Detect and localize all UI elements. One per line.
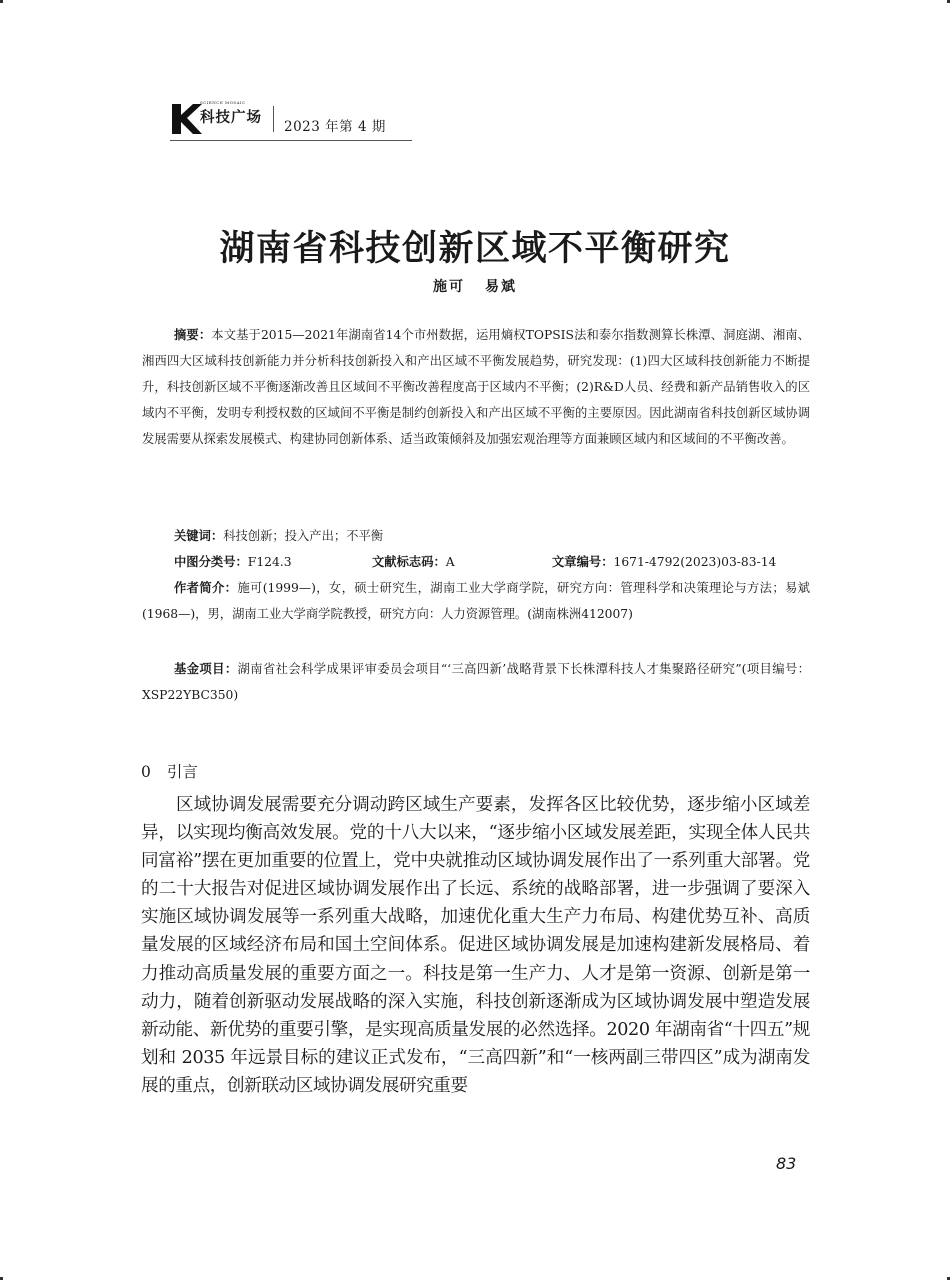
author-bio-text: 施可(1999—)，女，硕士研究生，湖南工业大学商学院，研究方向：管理科学和决策理论与方法；易斌(1968—)，男，湖南工业大学商学院教授，研究方向：人力资源管理。(湖南株洲412007)	[142, 581, 810, 621]
crop-mark-top-left	[0, 0, 3, 3]
paper-title: 湖南省科技创新区域不平衡研究	[219, 228, 731, 269]
keywords-text: 科技创新；投入产出；不平衡	[223, 529, 384, 543]
clc-code	[174, 549, 372, 575]
journal-logo-subtitle: SCIENCE MOSAIC	[200, 100, 246, 105]
page-number: 83	[776, 1154, 797, 1173]
journal-header	[170, 100, 412, 141]
author-bio	[142, 575, 810, 627]
doc-label: 文献标志码：	[372, 555, 446, 569]
section-heading	[141, 760, 198, 782]
funding-label: 基金项目：	[174, 662, 238, 676]
abstract	[142, 322, 810, 452]
doc-code	[372, 549, 552, 575]
body-paragraph: 区域协调发展需要充分调动跨区域生产要素，发挥各区比较优势，逐步缩小区域差异，以实现均衡高效发展。党的十八大以来，“逐步缩小区域发展差距，实现全体人民共同富裕”摆在更加重要的位置上，党中央就推动区域协调发展作出了一系列重大部署。党的二十大报告对促进区域协调发展作出了长远、系统的战略部署，进一步强调了要深入实施区域协调发展等一系列重大战略，加速优化重大生产力布局、构建优势互补、高质量发展的区域经济布局和国土空间体系。促进区域协调发展是加速构建新发展格局、着力推动高质量发展的重要方面之一。科技是第一生产力、人才是第一资源、创新是第一动力，随着创新驱动发展战略的深入实施，科技创新逐渐成为区域协调发展中塑造发展新动能、新优势的重要引擎，是实现高质量发展的必然选择。2020 年湖南省“十四五”规划和 2035 年远景目标的建议正式发布，“三高四新”和“一核两副三带四区”成为湖南发展的重点，创新联动区域协调发展研究重要	[141, 795, 810, 1096]
clc-value: F124.3	[247, 555, 292, 569]
author-name: 易斌	[485, 279, 517, 295]
keywords	[142, 523, 842, 549]
keywords-label: 关键词：	[174, 529, 224, 543]
section-title: 引言	[166, 763, 198, 781]
funding-text: 湖南省社会科学成果评审委员会项目“‘三高四新’战略背景下长株潭科技人才集聚路径研究”(项目编号：XSP22YBC350)	[142, 662, 810, 702]
issue-label: 2023 年第 4 期	[284, 119, 386, 135]
journal-name: 科技广场	[200, 109, 262, 126]
header-divider	[273, 106, 274, 132]
section-number: 0	[141, 763, 151, 781]
author-list	[0, 276, 950, 296]
abstract-text: 本文基于2015—2021年湖南省14个市州数据，运用熵权TOPSIS法和泰尔指数测算长株潭、洞庭湖、湘南、湘西四大区域科技创新能力并分析科技创新投入和产出区域不平衡发展趋势，研究发现：(1)四大区域科技创新能力不断提升，科技创新区域不平衡逐渐改善且区域间不平衡改善程度高于区域内不平衡；(2)R&D人员、经费和新产品销售收入的区域内不平衡，发明专利授权数的区域间不平衡是制约创新投入和产出区域不平衡的主要原因。因此湖南省科技创新区域协调发展需要从探索发展模式、构建协同创新体系、适当政策倾斜及加强宏观治理等方面兼顾区域内和区域间的不平衡改善。	[142, 328, 810, 446]
article-value: 1671-4792(2023)03-83-14	[613, 555, 777, 569]
author-bio-label: 作者简介：	[174, 581, 238, 595]
article-number	[552, 549, 776, 575]
author-name: 施可	[433, 279, 465, 295]
journal-logo-k-icon	[170, 102, 204, 136]
funding	[142, 656, 810, 708]
clc-label: 中图分类号：	[174, 555, 248, 569]
abstract-label: 摘要：	[174, 328, 212, 342]
classification-line	[142, 549, 842, 575]
doc-value: A	[445, 555, 455, 569]
article-label: 文章编号：	[552, 555, 614, 569]
